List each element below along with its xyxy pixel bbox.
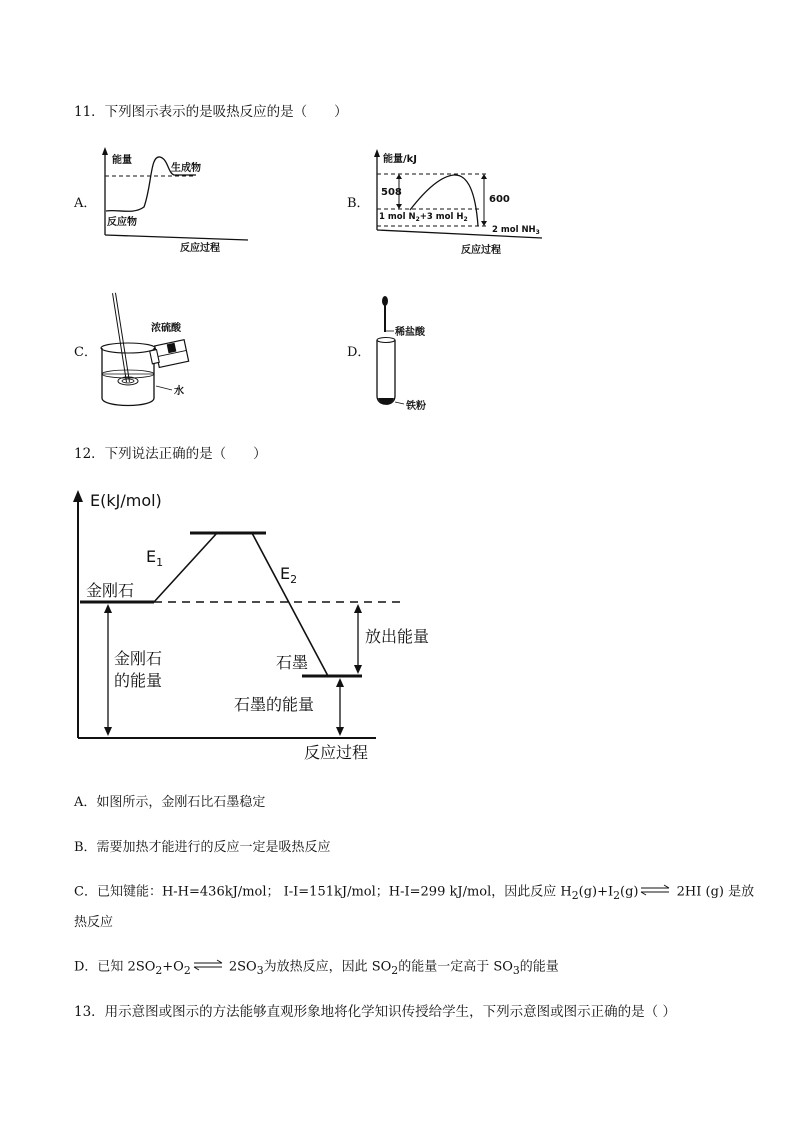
option-d-label: D． [347, 345, 371, 360]
question-12-option-a: A．如图所示，金刚石比石墨稳定 [74, 795, 266, 810]
question-11-stem: 11．下列图示表示的是吸热反应的是（ ） [74, 104, 348, 120]
fig11a-reactant-label: 反应物 [107, 217, 137, 228]
fig12-y-label: E(kJ/mol) [90, 491, 162, 510]
equilibrium-arrow-icon [193, 959, 223, 975]
fig12-diamond-energy-line2: 的能量 [114, 671, 163, 690]
fig12-e1-label: $E_1$ [146, 547, 164, 569]
option-a-label: A． [74, 196, 97, 211]
figure-11c-beaker-apparatus [94, 290, 224, 412]
question-13-stem: 13．用示意图或图示的方法能够直观形象地将化学知识传授给学生，下列示意图或图示正确的是（ ） [74, 1004, 676, 1020]
fig12-e2-label: $E_2$ [280, 564, 298, 586]
fig11c-acid-label: 浓硫酸 [151, 323, 181, 334]
figure-11b-energy-diagram [372, 148, 547, 260]
figure-12-energy-diagram [60, 486, 430, 766]
equilibrium-arrow-icon [640, 884, 670, 900]
fig12-x-label: 反应过程 [304, 743, 369, 762]
figure-11d-test-tube [368, 290, 458, 415]
fig11b-x-label: 反应过程 [461, 245, 501, 256]
fig11b-600-label: 600 [489, 194, 510, 205]
question-12-option-c-line2: 热反应 [74, 915, 114, 930]
fig12-diamond-energy-line1: 金刚石 [114, 649, 163, 668]
fig11a-x-label: 反应过程 [180, 243, 220, 254]
fig12-graphite-energy-label: 石墨的能量 [234, 695, 315, 714]
fig11b-reactant-label: 1 mol $N_2+3$ mol $H_2$ [379, 212, 468, 223]
fig12-released-label: 放出能量 [365, 627, 430, 646]
option-c-label: C． [74, 345, 97, 360]
fig11d-acid-label: 稀盐酸 [395, 327, 425, 338]
fig12-diamond-label: 金刚石 [86, 581, 135, 600]
figure-11a-energy-diagram [98, 145, 258, 260]
fig11b-y-label: 能量/kJ [383, 154, 418, 165]
fig11b-product-label: 2 mol $NH_3$ [492, 225, 540, 236]
question-12-stem: 12．下列说法正确的是（ ） [74, 446, 267, 462]
fig11a-y-label: 能量 [112, 155, 132, 166]
fig11c-water-label: 水 [174, 386, 184, 397]
question-12-option-b: B．需要加热才能进行的反应一定是吸热反应 [74, 840, 331, 855]
fig11d-powder-label: 铁粉 [406, 401, 426, 412]
fig11b-508-label: 508 [381, 187, 402, 198]
fig11a-product-label: 生成物 [171, 163, 201, 174]
fig12-graphite-label: 石墨 [276, 653, 309, 672]
question-12-option-d: D．已知 $2SO_2+O_2$ $2SO_3$为放热反应，因此 $SO_2$的能量一定高于 $SO_3$的能量 [74, 959, 559, 977]
option-b-label: B． [347, 196, 370, 211]
question-12-option-c: C．已知键能：H-H=436kJ/mol； I-I=151kJ/mol；H-I=299 kJ/mol，因此反应 $H_2(g)+I_2(g)$ 2HI (g) 是放 [74, 884, 755, 902]
